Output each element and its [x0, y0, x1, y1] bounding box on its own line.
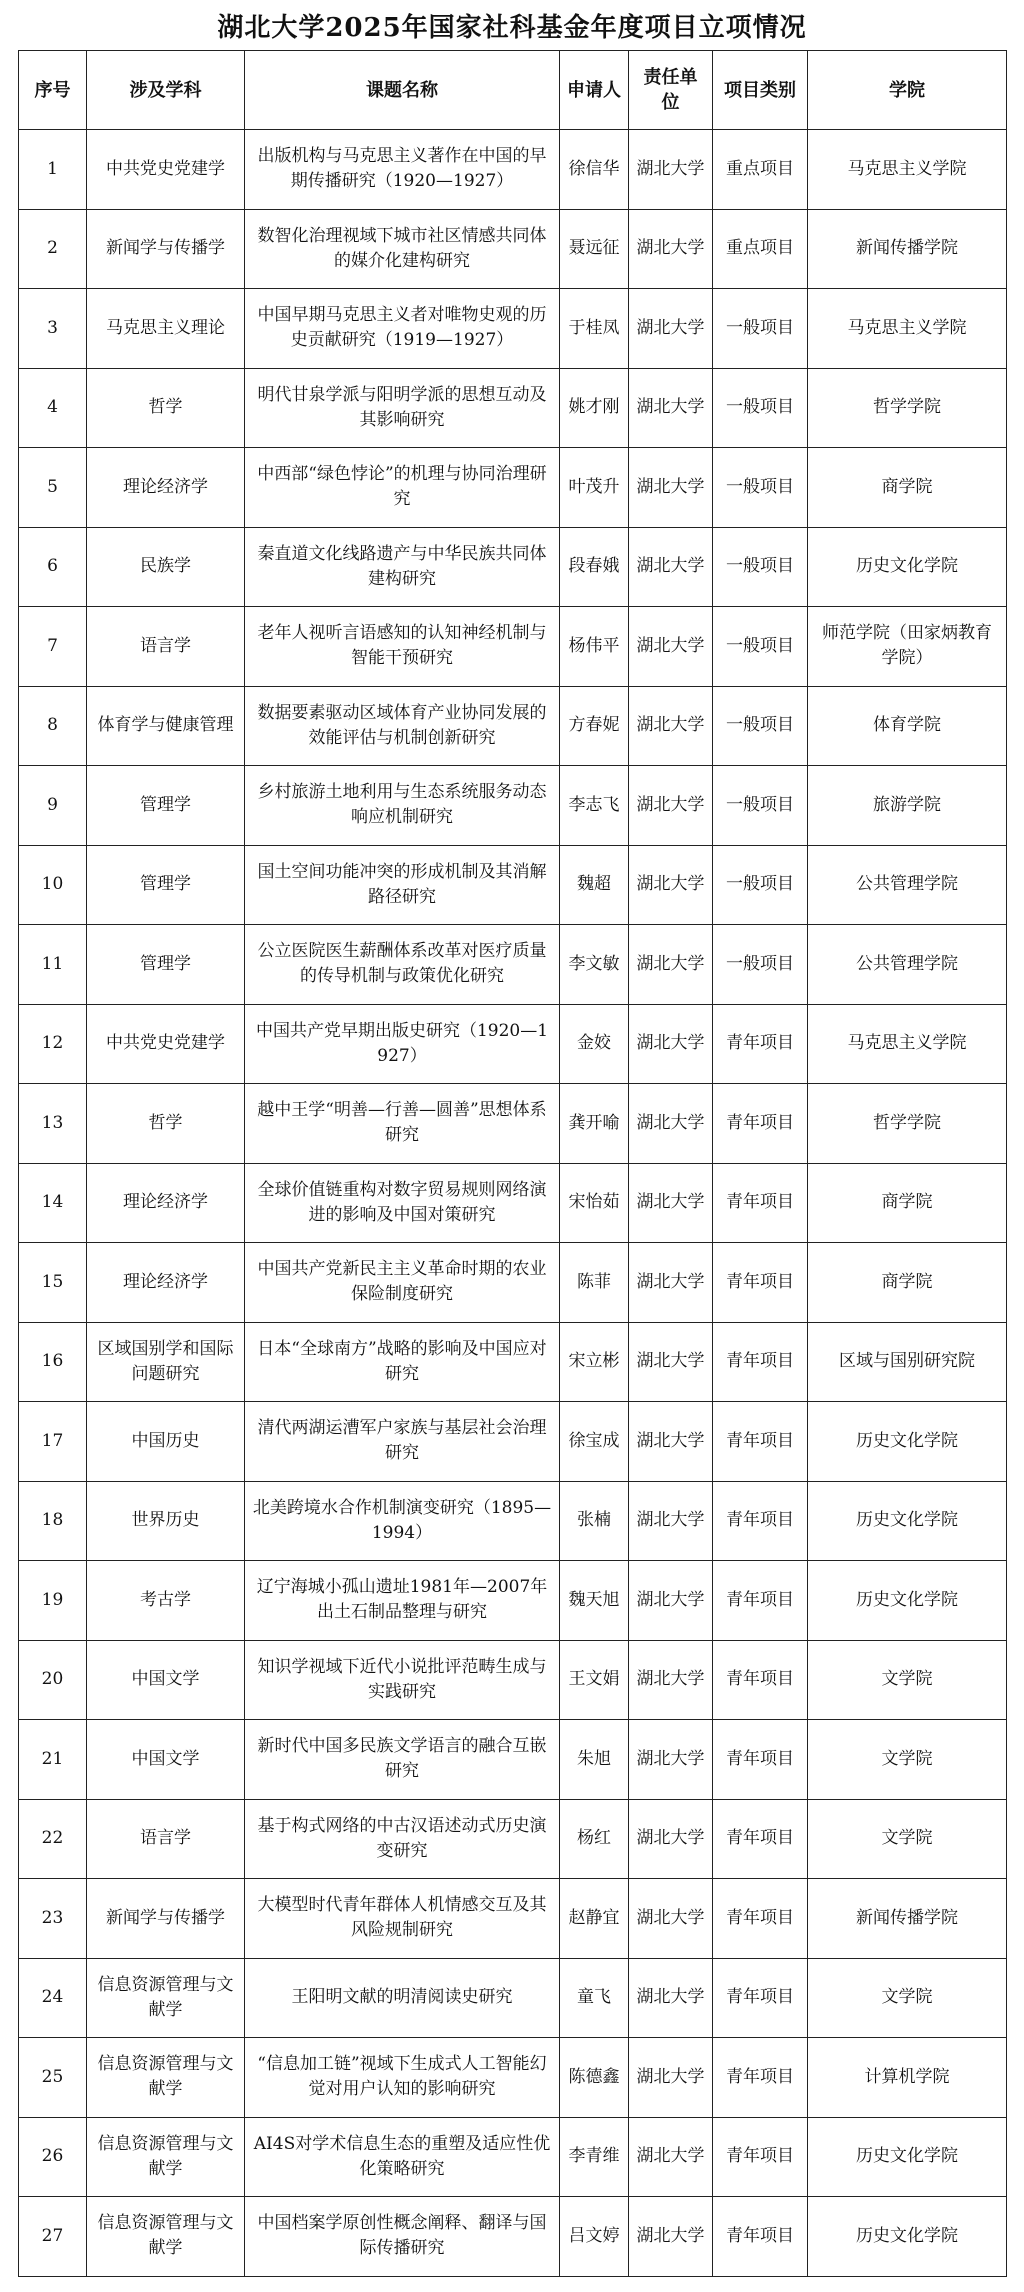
project-type-cell: 青年项目 [713, 1084, 808, 1164]
serial-cell: 14 [19, 1163, 87, 1243]
applicant-cell: 徐信华 [560, 130, 629, 210]
project-type-cell: 一般项目 [713, 607, 808, 687]
table-row [19, 289, 1007, 369]
project-title-cell: 北美跨境水合作机制演变研究（1895—1994） [245, 1481, 560, 1561]
project-type-cell: 青年项目 [713, 2038, 808, 2118]
serial-cell: 21 [19, 1720, 87, 1800]
project-type-cell: 青年项目 [713, 1402, 808, 1482]
serial-cell: 7 [19, 607, 87, 687]
serial-cell: 26 [19, 2117, 87, 2197]
subject-cell: 中国历史 [87, 1402, 245, 1482]
serial-cell: 10 [19, 845, 87, 925]
table-row [19, 1561, 1007, 1641]
project-type-cell: 一般项目 [713, 766, 808, 846]
unit-cell: 湖北大学 [629, 686, 713, 766]
subject-cell: 民族学 [87, 527, 245, 607]
project-title-cell: 数据要素驱动区域体育产业协同发展的效能评估与机制创新研究 [245, 686, 560, 766]
project-title-cell: 中西部“绿色悖论”的机理与协同治理研究 [245, 448, 560, 528]
unit-cell: 湖北大学 [629, 1402, 713, 1482]
project-title-cell: 知识学视域下近代小说批评范畴生成与实践研究 [245, 1640, 560, 1720]
project-table [18, 50, 1007, 2277]
applicant-cell: 吕文婷 [560, 2197, 629, 2277]
project-title-cell: 清代两湖运漕军户家族与基层社会治理研究 [245, 1402, 560, 1482]
table-row [19, 1084, 1007, 1164]
table-row [19, 448, 1007, 528]
school-cell: 哲学学院 [808, 1084, 1007, 1164]
table-row [19, 2117, 1007, 2197]
table-row [19, 368, 1007, 448]
project-type-cell: 一般项目 [713, 925, 808, 1005]
table-row [19, 686, 1007, 766]
unit-cell: 湖北大学 [629, 1958, 713, 2038]
applicant-cell: 徐宝成 [560, 1402, 629, 1482]
table-row [19, 1799, 1007, 1879]
serial-cell: 22 [19, 1799, 87, 1879]
subject-cell: 信息资源管理与文献学 [87, 1958, 245, 2038]
project-type-cell: 青年项目 [713, 1958, 808, 2038]
table-row [19, 766, 1007, 846]
project-type-cell: 青年项目 [713, 1004, 808, 1084]
applicant-cell: 方春妮 [560, 686, 629, 766]
applicant-cell: 于桂凤 [560, 289, 629, 369]
serial-cell: 27 [19, 2197, 87, 2277]
header-school: 学院 [808, 51, 1007, 130]
header-project-type: 项目类别 [713, 51, 808, 130]
unit-cell: 湖北大学 [629, 1243, 713, 1323]
project-title-cell: 基于构式网络的中古汉语述动式历史演变研究 [245, 1799, 560, 1879]
table-row [19, 845, 1007, 925]
project-type-cell: 青年项目 [713, 1561, 808, 1641]
unit-cell: 湖北大学 [629, 1561, 713, 1641]
school-cell: 体育学院 [808, 686, 1007, 766]
applicant-cell: 杨伟平 [560, 607, 629, 687]
table-row [19, 1163, 1007, 1243]
project-type-cell: 重点项目 [713, 130, 808, 210]
table-row [19, 130, 1007, 210]
project-type-cell: 青年项目 [713, 1481, 808, 1561]
serial-cell: 12 [19, 1004, 87, 1084]
unit-cell: 湖北大学 [629, 1163, 713, 1243]
subject-cell: 语言学 [87, 607, 245, 687]
serial-cell: 15 [19, 1243, 87, 1323]
project-title-cell: 公立医院医生薪酬体系改革对医疗质量的传导机制与政策优化研究 [245, 925, 560, 1005]
table-row [19, 1004, 1007, 1084]
subject-cell: 中国文学 [87, 1720, 245, 1800]
school-cell: 新闻传播学院 [808, 209, 1007, 289]
school-cell: 旅游学院 [808, 766, 1007, 846]
project-type-cell: 青年项目 [713, 1720, 808, 1800]
project-title-cell: AI4S对学术信息生态的重塑及适应性优化策略研究 [245, 2117, 560, 2197]
project-title-cell: 中国共产党早期出版史研究（1920—1927） [245, 1004, 560, 1084]
project-title-cell: 国土空间功能冲突的形成机制及其消解路径研究 [245, 845, 560, 925]
project-title-cell: “信息加工链”视域下生成式人工智能幻觉对用户认知的影响研究 [245, 2038, 560, 2118]
unit-cell: 湖北大学 [629, 527, 713, 607]
applicant-cell: 李志飞 [560, 766, 629, 846]
subject-cell: 理论经济学 [87, 1243, 245, 1323]
serial-cell: 3 [19, 289, 87, 369]
serial-cell: 20 [19, 1640, 87, 1720]
project-type-cell: 青年项目 [713, 1163, 808, 1243]
project-type-cell: 重点项目 [713, 209, 808, 289]
table-row [19, 1322, 1007, 1402]
school-cell: 马克思主义学院 [808, 289, 1007, 369]
page-title: 湖北大学2025年国家社科基金年度项目立项情况 [217, 13, 807, 43]
unit-cell: 湖北大学 [629, 845, 713, 925]
serial-cell: 18 [19, 1481, 87, 1561]
project-title-cell: 中国早期马克思主义者对唯物史观的历史贡献研究（1919—1927） [245, 289, 560, 369]
project-title-cell: 全球价值链重构对数字贸易规则网络演进的影响及中国对策研究 [245, 1163, 560, 1243]
school-cell: 历史文化学院 [808, 2197, 1007, 2277]
serial-cell: 6 [19, 527, 87, 607]
subject-cell: 哲学 [87, 1084, 245, 1164]
school-cell: 公共管理学院 [808, 845, 1007, 925]
applicant-cell: 龚开喻 [560, 1084, 629, 1164]
unit-cell: 湖北大学 [629, 1879, 713, 1959]
project-type-cell: 一般项目 [713, 686, 808, 766]
subject-cell: 区域国别学和国际问题研究 [87, 1322, 245, 1402]
serial-cell: 11 [19, 925, 87, 1005]
project-title-cell: 大模型时代青年群体人机情感交互及其风险规制研究 [245, 1879, 560, 1959]
project-type-cell: 一般项目 [713, 527, 808, 607]
serial-cell: 9 [19, 766, 87, 846]
unit-cell: 湖北大学 [629, 289, 713, 369]
school-cell: 商学院 [808, 1243, 1007, 1323]
school-cell: 新闻传播学院 [808, 1879, 1007, 1959]
unit-cell: 湖北大学 [629, 2197, 713, 2277]
unit-cell: 湖北大学 [629, 1799, 713, 1879]
serial-cell: 16 [19, 1322, 87, 1402]
applicant-cell: 姚才刚 [560, 368, 629, 448]
subject-cell: 哲学 [87, 368, 245, 448]
subject-cell: 信息资源管理与文献学 [87, 2197, 245, 2277]
school-cell: 文学院 [808, 1799, 1007, 1879]
school-cell: 商学院 [808, 1163, 1007, 1243]
subject-cell: 管理学 [87, 845, 245, 925]
project-type-cell: 一般项目 [713, 289, 808, 369]
school-cell: 计算机学院 [808, 2038, 1007, 2118]
subject-cell: 中共党史党建学 [87, 1004, 245, 1084]
school-cell: 马克思主义学院 [808, 1004, 1007, 1084]
project-title-cell: 辽宁海城小孤山遗址1981年—2007年出土石制品整理与研究 [245, 1561, 560, 1641]
applicant-cell: 段春娥 [560, 527, 629, 607]
serial-cell: 2 [19, 209, 87, 289]
project-type-cell: 青年项目 [713, 1640, 808, 1720]
school-cell: 马克思主义学院 [808, 130, 1007, 210]
project-title-cell: 秦直道文化线路遗产与中华民族共同体建构研究 [245, 527, 560, 607]
unit-cell: 湖北大学 [629, 1720, 713, 1800]
serial-cell: 24 [19, 1958, 87, 2038]
header-project-title: 课题名称 [245, 51, 560, 130]
header-applicant: 申请人 [560, 51, 629, 130]
table-row [19, 607, 1007, 687]
table-row [19, 2038, 1007, 2118]
applicant-cell: 叶茂升 [560, 448, 629, 528]
project-title-cell: 明代甘泉学派与阳明学派的思想互动及其影响研究 [245, 368, 560, 448]
applicant-cell: 聂远征 [560, 209, 629, 289]
project-title-cell: 老年人视听言语感知的认知神经机制与智能干预研究 [245, 607, 560, 687]
subject-cell: 中共党史党建学 [87, 130, 245, 210]
subject-cell: 理论经济学 [87, 1163, 245, 1243]
school-cell: 文学院 [808, 1720, 1007, 1800]
unit-cell: 湖北大学 [629, 368, 713, 448]
table-row [19, 1481, 1007, 1561]
project-title-cell: 中国档案学原创性概念阐释、翻译与国际传播研究 [245, 2197, 560, 2277]
unit-cell: 湖北大学 [629, 2038, 713, 2118]
unit-cell: 湖北大学 [629, 766, 713, 846]
subject-cell: 世界历史 [87, 1481, 245, 1561]
table-row [19, 209, 1007, 289]
applicant-cell: 魏天旭 [560, 1561, 629, 1641]
school-cell: 历史文化学院 [808, 1402, 1007, 1482]
subject-cell: 马克思主义理论 [87, 289, 245, 369]
school-cell: 区域与国别研究院 [808, 1322, 1007, 1402]
applicant-cell: 杨红 [560, 1799, 629, 1879]
project-title-cell: 出版机构与马克思主义著作在中国的早期传播研究（1920—1927） [245, 130, 560, 210]
project-title-cell: 王阳明文献的明清阅读史研究 [245, 1958, 560, 2038]
project-type-cell: 青年项目 [713, 2117, 808, 2197]
serial-cell: 17 [19, 1402, 87, 1482]
school-cell: 哲学学院 [808, 368, 1007, 448]
serial-cell: 25 [19, 2038, 87, 2118]
unit-cell: 湖北大学 [629, 1322, 713, 1402]
serial-cell: 13 [19, 1084, 87, 1164]
table-row [19, 1402, 1007, 1482]
project-title-cell: 越中王学“明善—行善—圆善”思想体系研究 [245, 1084, 560, 1164]
school-cell: 文学院 [808, 1958, 1007, 2038]
project-title-cell: 数智化治理视域下城市社区情感共同体的媒介化建构研究 [245, 209, 560, 289]
subject-cell: 语言学 [87, 1799, 245, 1879]
applicant-cell: 李文敏 [560, 925, 629, 1005]
project-type-cell: 青年项目 [713, 2197, 808, 2277]
table-row [19, 1958, 1007, 2038]
table-row [19, 2197, 1007, 2277]
subject-cell: 管理学 [87, 766, 245, 846]
applicant-cell: 朱旭 [560, 1720, 629, 1800]
school-cell: 历史文化学院 [808, 2117, 1007, 2197]
serial-cell: 4 [19, 368, 87, 448]
table-row [19, 527, 1007, 607]
school-cell: 历史文化学院 [808, 1561, 1007, 1641]
subject-cell: 中国文学 [87, 1640, 245, 1720]
school-cell: 师范学院（田家炳教育学院） [808, 607, 1007, 687]
subject-cell: 体育学与健康管理 [87, 686, 245, 766]
school-cell: 历史文化学院 [808, 527, 1007, 607]
unit-cell: 湖北大学 [629, 448, 713, 528]
table-row [19, 1879, 1007, 1959]
project-title-cell: 新时代中国多民族文学语言的融合互嵌研究 [245, 1720, 560, 1800]
applicant-cell: 王文娟 [560, 1640, 629, 1720]
header-responsible-unit: 责任单位 [629, 51, 713, 130]
school-cell: 文学院 [808, 1640, 1007, 1720]
project-type-cell: 青年项目 [713, 1322, 808, 1402]
unit-cell: 湖北大学 [629, 925, 713, 1005]
subject-cell: 理论经济学 [87, 448, 245, 528]
header-serial: 序号 [19, 51, 87, 130]
unit-cell: 湖北大学 [629, 2117, 713, 2197]
unit-cell: 湖北大学 [629, 1004, 713, 1084]
school-cell: 历史文化学院 [808, 1481, 1007, 1561]
serial-cell: 23 [19, 1879, 87, 1959]
applicant-cell: 赵静宜 [560, 1879, 629, 1959]
applicant-cell: 陈菲 [560, 1243, 629, 1323]
unit-cell: 湖北大学 [629, 607, 713, 687]
unit-cell: 湖北大学 [629, 1084, 713, 1164]
serial-cell: 1 [19, 130, 87, 210]
subject-cell: 信息资源管理与文献学 [87, 2117, 245, 2197]
project-title-cell: 中国共产党新民主主义革命时期的农业保险制度研究 [245, 1243, 560, 1323]
applicant-cell: 陈德鑫 [560, 2038, 629, 2118]
table-row [19, 1640, 1007, 1720]
unit-cell: 湖北大学 [629, 1481, 713, 1561]
table-row [19, 1720, 1007, 1800]
project-title-cell: 日本“全球南方”战略的影响及中国应对研究 [245, 1322, 560, 1402]
table-row [19, 925, 1007, 1005]
applicant-cell: 魏超 [560, 845, 629, 925]
project-type-cell: 青年项目 [713, 1879, 808, 1959]
table-row [19, 1243, 1007, 1323]
applicant-cell: 宋立彬 [560, 1322, 629, 1402]
applicant-cell: 金姣 [560, 1004, 629, 1084]
header-subject: 涉及学科 [87, 51, 245, 130]
unit-cell: 湖北大学 [629, 1640, 713, 1720]
subject-cell: 管理学 [87, 925, 245, 1005]
serial-cell: 19 [19, 1561, 87, 1641]
subject-cell: 新闻学与传播学 [87, 1879, 245, 1959]
project-type-cell: 青年项目 [713, 1799, 808, 1879]
school-cell: 商学院 [808, 448, 1007, 528]
subject-cell: 新闻学与传播学 [87, 209, 245, 289]
applicant-cell: 童飞 [560, 1958, 629, 2038]
unit-cell: 湖北大学 [629, 130, 713, 210]
project-type-cell: 一般项目 [713, 368, 808, 448]
applicant-cell: 宋怡茹 [560, 1163, 629, 1243]
subject-cell: 考古学 [87, 1561, 245, 1641]
serial-cell: 5 [19, 448, 87, 528]
applicant-cell: 李青维 [560, 2117, 629, 2197]
unit-cell: 湖北大学 [629, 209, 713, 289]
serial-cell: 8 [19, 686, 87, 766]
school-cell: 公共管理学院 [808, 925, 1007, 1005]
project-type-cell: 一般项目 [713, 448, 808, 528]
project-title-cell: 乡村旅游土地利用与生态系统服务动态响应机制研究 [245, 766, 560, 846]
project-type-cell: 一般项目 [713, 845, 808, 925]
table-header-row [19, 51, 1007, 130]
project-type-cell: 青年项目 [713, 1243, 808, 1323]
subject-cell: 信息资源管理与文献学 [87, 2038, 245, 2118]
applicant-cell: 张楠 [560, 1481, 629, 1561]
table-body [19, 130, 1007, 2277]
